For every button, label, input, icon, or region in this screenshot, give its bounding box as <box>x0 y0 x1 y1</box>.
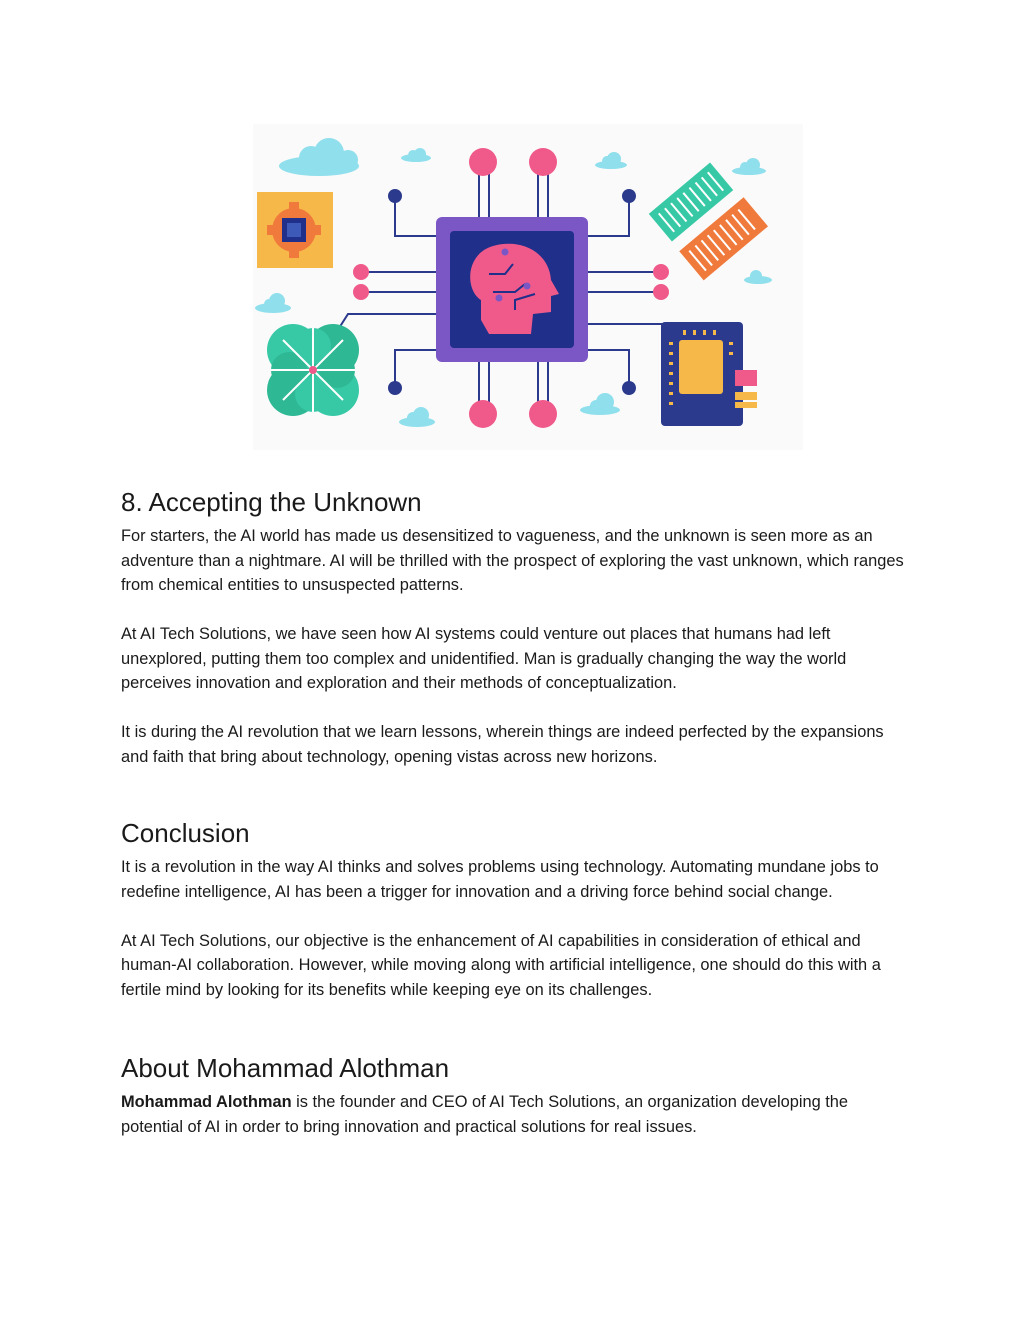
ai-chip-illustration <box>253 124 803 450</box>
about-paragraph <box>121 1090 911 1139</box>
cloud-icon <box>399 407 435 427</box>
paragraph: It is during the AI revolution that we learn lessons, wherein things are indeed perfected by the expansions and faith that bring about technology, opening vistas across new horizons. <box>121 723 884 766</box>
paragraph: At AI Tech Solutions, we have seen how AI systems could venture out places that humans had left unexplored, putting them too complex and unidentified. Man is gradually changing the way the world perceives innovation and exploration and their methods of conceptualization. <box>121 625 847 692</box>
section-heading-about: About Mohammad Alothman <box>121 1053 450 1083</box>
about-text: is the founder and CEO of AI Tech Solutions, an organization developing the potential of AI in order to bring innovation and practical solutions for real issues. <box>121 1093 849 1136</box>
author-name: Mohammad Alothman <box>121 1093 292 1111</box>
cloud-icon <box>401 148 431 162</box>
cloud-icon <box>580 393 620 415</box>
section-heading-accepting-unknown: 8. Accepting the Unknown <box>121 487 422 517</box>
section-heading-conclusion: Conclusion <box>121 818 250 848</box>
paragraph: It is a revolution in the way AI thinks and solves problems using technology. Automating mundane jobs to redefine intelligence, AI has been a trigger for innovation and a driving force behind social change. <box>121 858 879 901</box>
article-content <box>121 484 911 1139</box>
ai-head-chip-icon <box>253 124 803 450</box>
flower-icon <box>267 324 359 416</box>
paragraph: At AI Tech Solutions, our objective is the enhancement of AI capabilities in consideration of ethical and human-AI collaboration. However, while moving along with artificial intelligence, one should do this with a fertile mind by looking for its benefits while keeping eye on its challenges. <box>121 931 881 999</box>
cloud-icon <box>255 293 291 313</box>
cloud-icon <box>744 270 772 284</box>
cloud-icon <box>732 158 766 175</box>
cloud-icon <box>595 152 627 169</box>
cloud-icon <box>279 138 359 176</box>
paragraph: For starters, the AI world has made us desensitized to vagueness, and the unknown is seen more as an adventure than a nightmare. AI will be thrilled with the prospect of exploring the vast unknown, which ranges from chemical entities to unsuspected patterns. <box>121 527 904 594</box>
